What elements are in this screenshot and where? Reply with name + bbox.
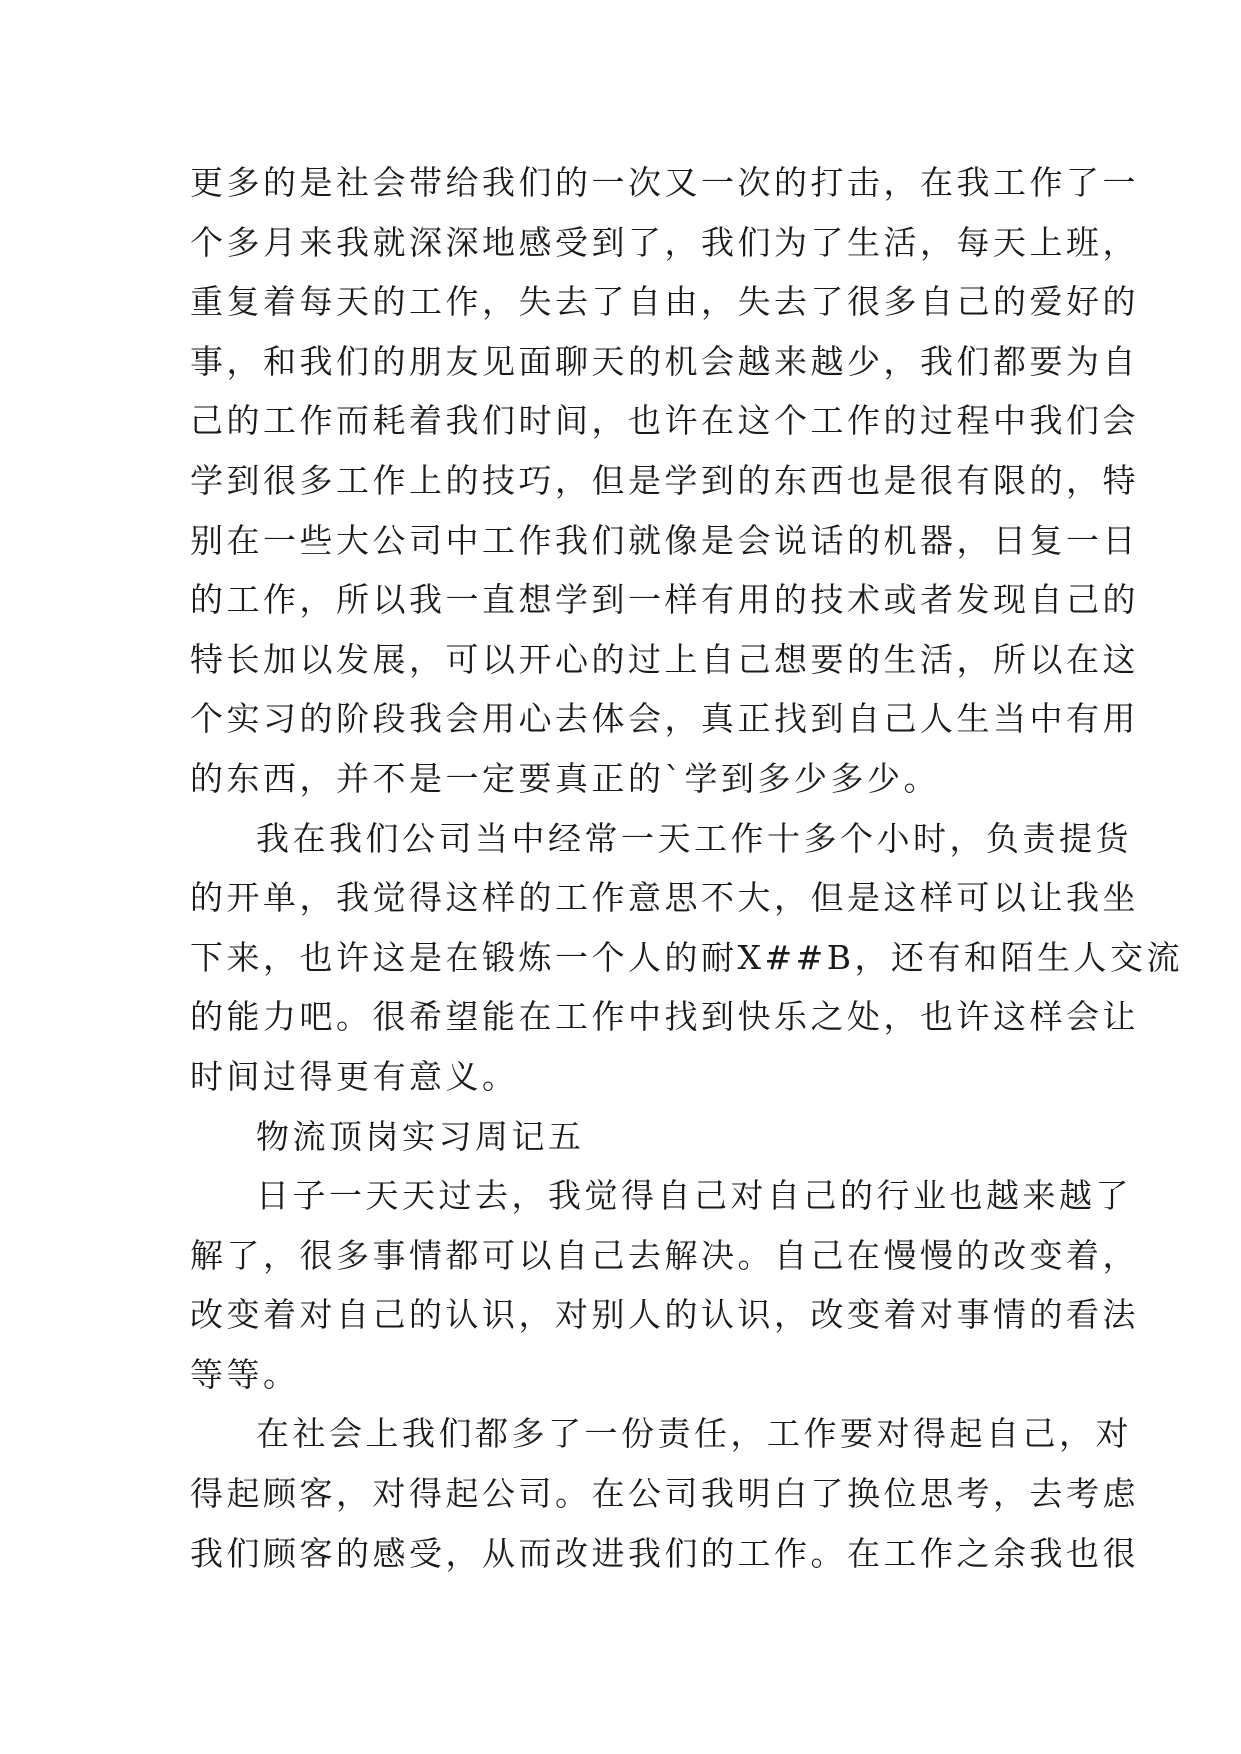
text-line: 的开单，我觉得这样的工作意思不大，但是这样可以让我坐 (190, 878, 1139, 918)
text-line: 的工作，所以我一直想学到一样有用的技术或者发现自己的 (190, 580, 1139, 620)
text-line: 别在一些大公司中工作我们就像是会说话的机器，日复一日 (190, 520, 1139, 560)
section-heading: 物流顶岗实习周记五 (256, 1116, 585, 1156)
text-line: 下来，也许这是在锻炼一个人的耐X##B，还有和陌生人交流 (190, 937, 1184, 977)
text-line: 改变着对自己的认识，对别人的认识，改变着对事情的看法 (190, 1295, 1139, 1335)
text-line: 解了，很多事情都可以自己去解决。自己在慢慢的改变着， (190, 1235, 1139, 1275)
text-line: 更多的是社会带给我们的一次又一次的打击，在我工作了一 (190, 163, 1139, 202)
body-text (190, 153, 1184, 1583)
text-line: 重复着每天的工作，失去了自由，失去了很多自己的爱好的 (190, 282, 1139, 322)
text-line: 己的工作而耗着我们时间，也许在这个工作的过程中我们会 (190, 401, 1139, 441)
text-line: 时间过得更有意义。 (190, 1056, 519, 1096)
text-line: 得起顾客，对得起公司。在公司我明白了换位思考，去考虑 (190, 1474, 1139, 1514)
text-line: 事，和我们的朋友见面聊天的机会越来越少，我们都要为自 (190, 341, 1139, 381)
text-line: 学到很多工作上的技巧，但是学到的东西也是很有限的，特 (190, 460, 1139, 500)
text-line: 等等。 (190, 1354, 300, 1394)
text-line: 个实习的阶段我会用心去体会，真正找到自己人生当中有用 (190, 699, 1139, 739)
paragraph-start-line: 在社会上我们都多了一份责任，工作要对得起自己，对 (256, 1414, 1132, 1454)
text-line: 我们顾客的感受，从而改进我们的工作。在工作之余我也很 (190, 1533, 1139, 1573)
text-line: 的能力吧。很希望能在工作中找到快乐之处，也许这样会让 (190, 997, 1139, 1037)
text-line: 个多月来我就深深地感受到了，我们为了生活，每天上班， (190, 222, 1139, 262)
paragraph-start-line: 日子一天天过去，我觉得自己对自己的行业也越来越了 (256, 1176, 1132, 1216)
text-line: 特长加以发展，可以开心的过上自己想要的生活，所以在这 (190, 639, 1139, 679)
text-line: 的东西，并不是一定要真正的`学到多少多少。 (190, 758, 940, 798)
paragraph-start-line: 我在我们公司当中经常一天工作十多个小时，负责提货 (256, 818, 1132, 858)
